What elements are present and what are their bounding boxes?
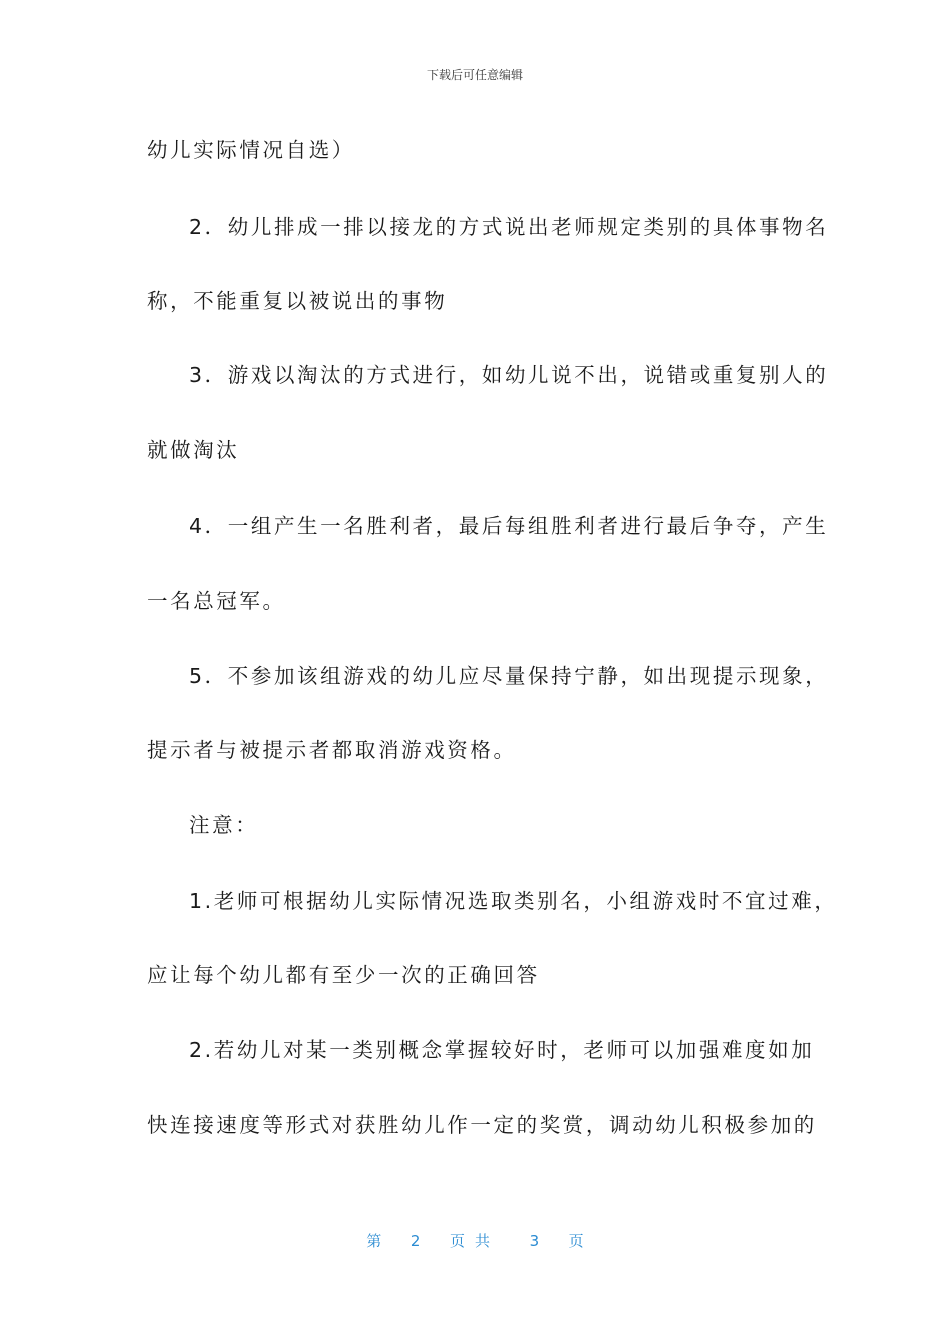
body-line: 4．一组产生一名胜利者，最后每组胜利者进行最后争夺，产生 <box>189 514 829 538</box>
body-line: 幼儿实际情况自选） <box>147 138 355 162</box>
body-line: 应让每个幼儿都有至少一次的正确回答 <box>147 963 540 987</box>
body-line: 就做淘汰 <box>147 438 240 462</box>
footer-total-pages: 3 <box>529 1232 540 1250</box>
body-line: 2．幼儿排成一排以接龙的方式说出老师规定类别的具体事物名 <box>189 215 829 239</box>
footer-total-prefix: 页共 <box>449 1232 500 1250</box>
page-footer <box>0 1230 950 1251</box>
body-line: 3．游戏以淘汰的方式进行，如幼儿说不出，说错或重复别人的 <box>189 363 829 387</box>
body-line: 一名总冠军。 <box>147 589 286 613</box>
body-line: 5．不参加该组游戏的幼儿应尽量保持宁静，如出现提示现象， <box>189 664 829 688</box>
footer-page-number: 2 <box>410 1232 421 1250</box>
page-header: 下载后可任意编辑 <box>426 68 523 82</box>
body-line: 快连接速度等形式对获胜幼儿作一定的奖赏，调动幼儿积极参加的 <box>147 1113 817 1137</box>
footer-page-suffix: 页 <box>568 1232 584 1250</box>
body-line: 2.若幼儿对某一类别概念掌握较好时，老师可以加强难度如加 <box>189 1038 815 1062</box>
body-line: 1.老师可根据幼儿实际情况选取类别名，小组游戏时不宜过难， <box>189 889 838 913</box>
section-heading: 注意： <box>189 813 259 837</box>
body-line: 称，不能重复以被说出的事物 <box>147 289 448 313</box>
footer-page-label: 第 <box>366 1232 382 1250</box>
body-line: 提示者与被提示者都取消游戏资格。 <box>147 738 517 762</box>
